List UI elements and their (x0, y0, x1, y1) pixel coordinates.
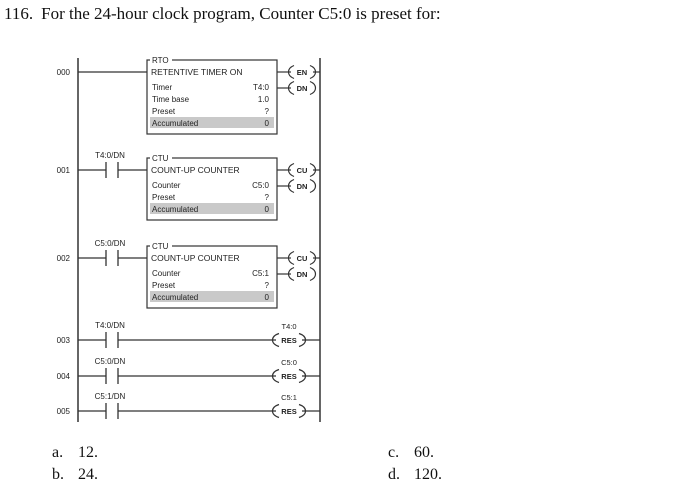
rung (57, 357, 320, 384)
coil-label: CU (296, 166, 308, 175)
rung (57, 239, 320, 308)
reset-address-label: C5:1 (281, 393, 297, 402)
choice-b[interactable] (52, 466, 98, 484)
parameter-label: Counter (152, 269, 181, 278)
question-number: 116. (4, 4, 34, 23)
coil-label: CU (296, 254, 308, 263)
choice-text: 24. (78, 466, 98, 483)
reset-address-label: C5:0 (281, 358, 297, 367)
coil-label: RES (281, 407, 297, 416)
parameter-value: C5:0 (252, 181, 269, 190)
rung (57, 321, 320, 348)
choice-letter: c. (388, 444, 400, 461)
coil-right-arc (310, 268, 316, 281)
parameter-label: Counter (152, 181, 181, 190)
choice-text: 120. (414, 466, 442, 483)
parameter-label: Time base (152, 95, 190, 104)
coil-label: DN (296, 84, 308, 93)
instruction-block (147, 55, 277, 134)
contact-address-label: T4:0/DN (95, 321, 125, 330)
contact-address-label: C5:0/DN (94, 239, 126, 248)
rung-number: 002 (56, 254, 70, 263)
parameter-value: ? (264, 281, 269, 290)
choice-a[interactable] (52, 444, 98, 462)
contact-address-label: C5:0/DN (94, 357, 126, 366)
rung-number: 004 (56, 372, 70, 381)
rung (57, 55, 320, 134)
reset-address-label: T4:0 (281, 322, 297, 331)
parameter-value: ? (264, 193, 269, 202)
parameter-value: 0 (264, 293, 269, 302)
instruction-type: CTU (152, 242, 169, 251)
coil-label: EN (296, 68, 308, 77)
choice-c[interactable] (388, 444, 434, 462)
choice-letter: b. (52, 466, 64, 483)
parameter-value: C5:1 (252, 269, 269, 278)
instruction-title: COUNT-UP COUNTER (151, 165, 240, 175)
parameter-value: ? (264, 107, 269, 116)
choice-letter: a. (52, 444, 64, 461)
instruction-type: CTU (152, 154, 169, 163)
rung-number: 005 (56, 407, 70, 416)
instruction-block (147, 241, 277, 308)
choice-letter: d. (388, 466, 400, 483)
instruction-type: RTO (152, 56, 169, 65)
rung (57, 151, 320, 220)
choice-text: 12. (78, 444, 98, 461)
rung (57, 392, 320, 419)
coil-right-arc (310, 180, 316, 193)
rung-number: 003 (56, 336, 70, 345)
parameter-label: Timer (152, 83, 173, 92)
parameter-label: Accumulated (152, 205, 199, 214)
parameter-value: T4:0 (252, 83, 269, 92)
parameter-label: Accumulated (152, 119, 199, 128)
coil-label: RES (281, 336, 297, 345)
rung-number: 001 (56, 166, 70, 175)
parameter-value: 0 (264, 205, 269, 214)
coil-label: RES (281, 372, 297, 381)
question-text: For the 24-hour clock program, Counter C5:0 is preset for: (41, 4, 441, 23)
choice-text: 60. (414, 444, 434, 461)
instruction-title: RETENTIVE TIMER ON (151, 67, 243, 77)
parameter-value: 1.0 (257, 95, 269, 104)
contact-address-label: C5:1/DN (94, 392, 126, 401)
instruction-block (147, 153, 277, 220)
coil-right-arc (310, 82, 316, 95)
coil-label: DN (296, 270, 308, 279)
parameter-value: 0 (264, 119, 269, 128)
coil-label: DN (296, 182, 308, 191)
rung-number: 000 (56, 68, 70, 77)
parameter-label: Accumulated (152, 293, 199, 302)
instruction-title: COUNT-UP COUNTER (151, 253, 240, 263)
contact-address-label: T4:0/DN (95, 151, 125, 160)
choice-d[interactable] (388, 466, 442, 484)
parameter-label: Preset (152, 107, 176, 116)
parameter-label: Preset (152, 193, 176, 202)
parameter-label: Preset (152, 281, 176, 290)
